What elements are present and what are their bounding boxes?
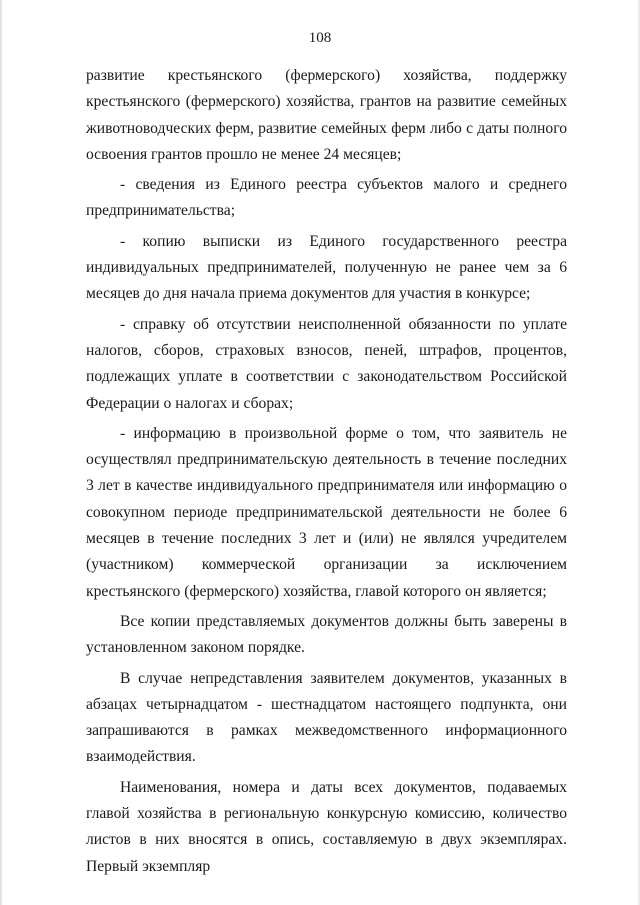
paragraph-sme-registry: - сведения из Единого реестра субъектов малого и среднего предпринимательства;: [86, 176, 567, 220]
paragraph-copies-certified: Все копии представляемых документов должны быть заверены в установленном законом порядке.: [86, 612, 567, 657]
paragraph-entrepreneur-info: - информацию в произвольной форме о том, что заявитель не осуществлял предпринимательскую деятельность в течение последних 3 лет в качестве индивидуального предпринимателя или информацию о совокупном периоде предпринимательской деятельности не более 6 месяцев в течение последних 3 лет и (или) не являлся учредителем (участником) коммерческой организации за исключением крестьянского (фермерского) хозяйства, главой которого он является;: [86, 424, 567, 600]
paragraph-document-inventory: Наименования, номера и даты всех документов, подаваемых главой хозяйства в региональную конкурсную комиссию, количество листов в них вносятся в опись, составляемую в двух экземплярах. Первый экземпляр: [86, 778, 567, 875]
document-body: [86, 63, 567, 884]
scan-edge-left: [0, 0, 3, 905]
paragraph-tax-certificate: - справку об отсутствии неисполненной обязанности по уплате налогов, сборов, страховых взносов, пеней, штрафов, процентов, подлежащих уплате в соответствии с законодательством Российской Федерации о налогах и сборах;: [86, 315, 567, 412]
paragraph-egrip-extract: - копию выписки из Единого государственного реестра индивидуальных предпринимателей, полученную не ранее чем за 6 месяцев до дня начала приема документов для участия в конкурсе;: [86, 232, 567, 303]
paragraph-continuation: развитие крестьянского (фермерского) хозяйства, поддержку крестьянского (фермерского) хозяйства, грантов на развитие семейных животноводческих ферм, развитие семейных ферм либо с даты полного освоения грантов прошло не менее 24 месяцев;: [86, 67, 567, 163]
paragraph-interagency-request: В случае непредставления заявителем документов, указанных в абзацах четырнадцатом - шестнадцатом настоящего подпункта, они запрашиваются в рамках межведомственного информационного взаимодействия.: [86, 669, 567, 766]
page-number: 108: [308, 30, 332, 46]
